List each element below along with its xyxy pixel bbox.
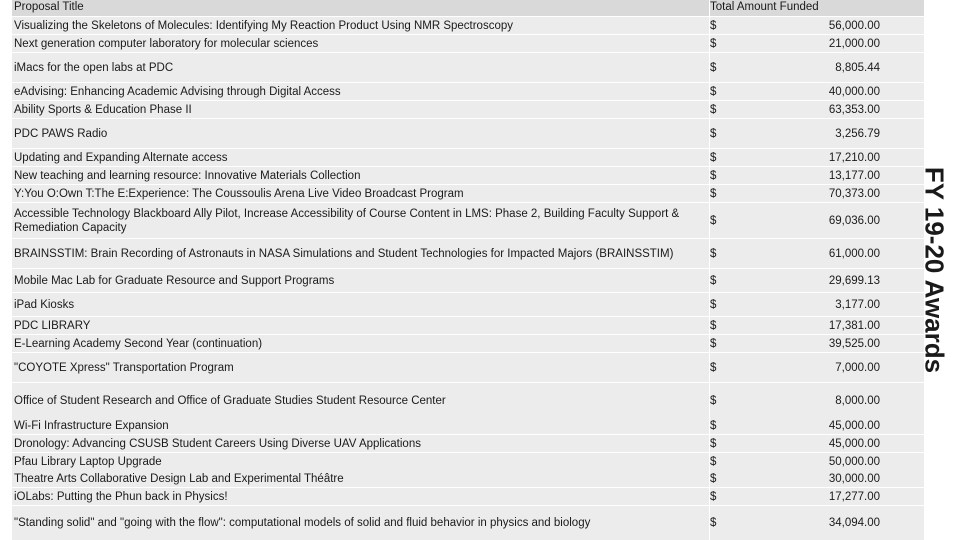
table-row: [12, 293, 924, 316]
proposal-title-cell: E-Learning Academy Second Year (continuation): [14, 337, 263, 350]
currency-symbol-cell: $: [710, 85, 717, 98]
table-row: [12, 506, 924, 540]
currency-symbol-cell: $: [710, 394, 717, 407]
amount-funded-cell: 40,000.00: [828, 85, 880, 98]
currency-symbol-cell: $: [710, 127, 717, 140]
table-row: [12, 335, 924, 352]
table-row: [12, 119, 924, 148]
amount-funded-cell: 17,210.00: [828, 151, 880, 164]
currency-symbol-cell: $: [710, 319, 717, 332]
proposal-title-cell: Office of Student Research and Office of Graduate Studies Student Resource Center: [14, 394, 446, 407]
currency-symbol-cell: $: [710, 247, 717, 260]
proposal-title-cell: Mobile Mac Lab for Graduate Resource and Support Programs: [14, 274, 335, 287]
currency-symbol-cell: $: [710, 437, 717, 450]
proposal-title-cell: PDC PAWS Radio: [14, 127, 108, 140]
side-title: FY 19-20 Awards: [919, 166, 950, 374]
table-row: [12, 101, 924, 118]
proposal-title-cell: Next generation computer laboratory for molecular sciences: [14, 37, 319, 50]
amount-funded-cell: 3,177.00: [835, 298, 880, 311]
currency-symbol-cell: $: [710, 455, 717, 468]
table-row: [12, 203, 924, 238]
currency-symbol-cell: $: [710, 187, 717, 200]
currency-symbol-cell: $: [710, 37, 717, 50]
table-row: [12, 149, 924, 166]
proposal-title-cell: "COYOTE Xpress" Transportation Program: [14, 361, 234, 374]
table-row: [12, 417, 924, 434]
proposal-title-cell: Updating and Expanding Alternate access: [14, 151, 228, 164]
amount-funded-cell: 34,094.00: [828, 517, 880, 529]
currency-symbol-cell: $: [710, 61, 717, 74]
currency-symbol-cell: $: [710, 419, 717, 432]
proposal-title-cell: Theatre Arts Collaborative Design Lab and Experimental Théâtre: [14, 472, 344, 485]
proposal-title-cell: iPad Kiosks: [14, 298, 75, 311]
currency-symbol-cell: $: [710, 274, 717, 287]
currency-symbol-cell: $: [710, 472, 717, 485]
amount-funded-cell: 69,036.00: [828, 214, 880, 227]
currency-symbol-cell: $: [710, 214, 717, 227]
amount-funded-cell: 45,000.00: [828, 419, 880, 432]
currency-symbol-cell: $: [710, 169, 717, 182]
currency-symbol-cell: $: [710, 490, 717, 503]
currency-symbol-cell: $: [710, 337, 717, 350]
amount-funded-cell: 30,000.00: [828, 472, 880, 485]
currency-symbol-cell: $: [710, 517, 717, 529]
currency-symbol-cell: $: [710, 19, 717, 32]
amount-funded-cell: 45,000.00: [828, 437, 880, 450]
table-row: [12, 435, 924, 452]
table-row: [12, 353, 924, 382]
table-row: [12, 53, 924, 82]
proposal-title-cell: iOLabs: Putting the Phun back in Physics!: [14, 490, 228, 503]
proposal-title-cell: eAdvising: Enhancing Academic Advising through Digital Access: [14, 85, 341, 98]
table-row: [12, 35, 924, 52]
proposal-title-cell: PDC LIBRARY: [14, 319, 91, 332]
amount-funded-cell: 13,177.00: [828, 169, 880, 182]
amount-funded-cell: 21,000.00: [828, 37, 880, 50]
table-row: [12, 488, 924, 505]
amount-funded-cell: 61,000.00: [828, 247, 880, 260]
amount-funded-cell: 3,256.79: [835, 127, 880, 140]
amount-funded-cell: 29,699.13: [828, 274, 880, 287]
amount-funded-cell: 56,000.00: [828, 19, 880, 32]
amount-funded-cell: 17,277.00: [828, 490, 880, 503]
awards-table: [12, 0, 924, 540]
table-row: [12, 383, 924, 418]
proposal-title-cell: Dronology: Advancing CSUSB Student Careers Using Diverse UAV Applications: [14, 437, 421, 450]
proposal-title-cell: BRAINSSTIM: Brain Recording of Astronauts in NASA Simulations and Student Technologies for Impacted Majors (BRAINSSTIM): [14, 247, 674, 260]
amount-funded-cell: 39,525.00: [828, 337, 880, 350]
table-row: [12, 239, 924, 268]
table-row: [12, 167, 924, 184]
proposal-title-cell: Ability Sports & Education Phase II: [14, 103, 192, 116]
proposal-title-cell: New teaching and learning resource: Innovative Materials Collection: [14, 169, 361, 182]
proposal-title-cell: Pfau Library Laptop Upgrade: [14, 455, 162, 468]
currency-symbol-cell: $: [710, 103, 717, 116]
table-row: [12, 17, 924, 34]
proposal-title-cell: Y:You O:Own T:The E:Experience: The Coussoulis Arena Live Video Broadcast Program: [14, 187, 464, 200]
proposal-title-cell: Wi-Fi Infrastructure Expansion: [14, 419, 169, 432]
amount-funded-cell: 63,353.00: [828, 103, 880, 116]
amount-funded-cell: 7,000.00: [835, 361, 880, 374]
header-total-amount: Total Amount Funded: [710, 1, 819, 13]
proposal-title-cell: Visualizing the Skeletons of Molecules: Identifying My Reaction Product Using NMR Spectroscopy: [14, 19, 513, 32]
currency-symbol-cell: $: [710, 361, 717, 374]
table-header: [12, 0, 924, 16]
table-row: [12, 269, 924, 292]
proposal-title-cell: Accessible Technology Blackboard Ally Pilot, Increase Accessibility of Course Content in LMS: Phase 2, Building Faculty Support & Remediation Capacity: [14, 207, 680, 234]
amount-funded-cell: 8,805.44: [835, 61, 880, 74]
header-proposal-title: Proposal Title: [14, 1, 84, 13]
currency-symbol-cell: $: [710, 151, 717, 164]
table-row: [12, 317, 924, 334]
amount-funded-cell: 8,000.00: [835, 394, 880, 407]
proposal-title-cell: iMacs for the open labs at PDC: [14, 61, 174, 74]
proposal-title-cell: "Standing solid" and "going with the flow": computational models of solid and fluid behavior in physics and biology: [14, 517, 591, 529]
currency-symbol-cell: $: [710, 298, 717, 311]
table-row: [12, 185, 924, 202]
table-row: [12, 470, 924, 487]
amount-funded-cell: 70,373.00: [828, 187, 880, 200]
amount-funded-cell: 50,000.00: [828, 455, 880, 468]
table-row: [12, 453, 924, 470]
amount-funded-cell: 17,381.00: [828, 319, 880, 332]
table-row: [12, 83, 924, 100]
column-divider: [709, 0, 710, 540]
